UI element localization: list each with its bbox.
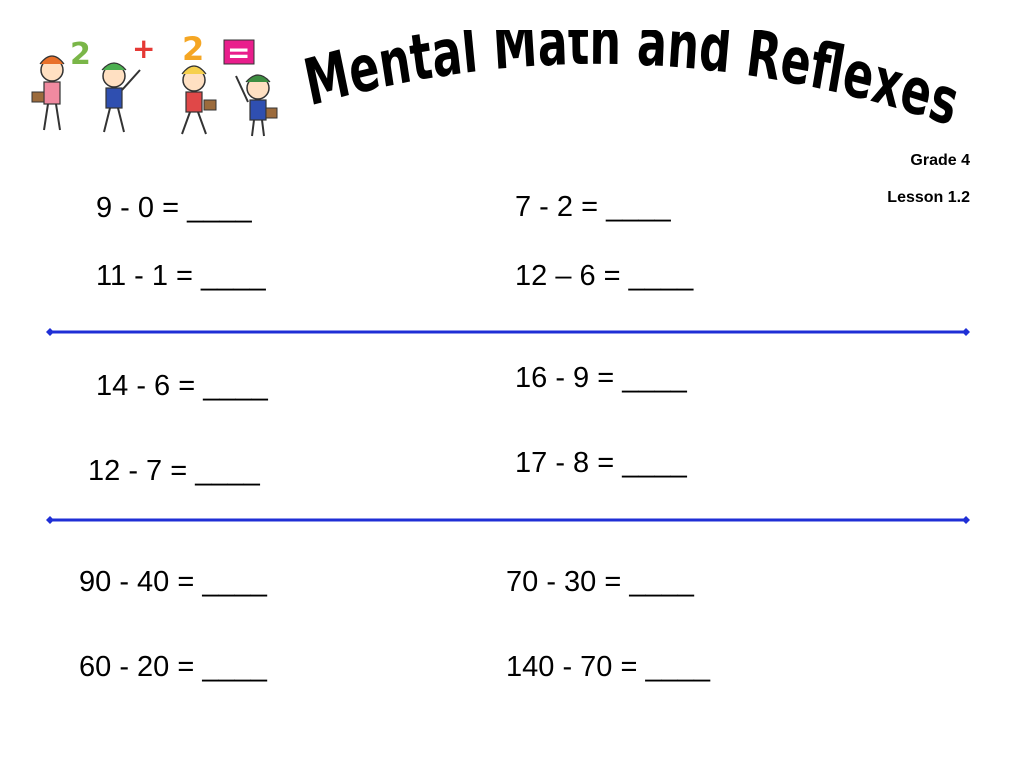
problem-10: 70 - 30 = ____ xyxy=(506,566,694,598)
problem-12: 140 - 70 = ____ xyxy=(506,651,710,683)
problem-8: 17 - 8 = ____ xyxy=(515,447,687,479)
svg-text:Mental Math and Reflexes xyxy=(300,30,973,140)
section-divider-1 xyxy=(46,327,970,337)
clipart-glyph-1: 2 xyxy=(70,37,91,72)
section-divider-2 xyxy=(46,515,970,525)
problem-9: 90 - 40 = ____ xyxy=(79,566,267,598)
problem-5: 14 - 6 = ____ xyxy=(96,370,268,402)
problem-7: 12 - 7 = ____ xyxy=(88,455,260,487)
problem-6: 16 - 9 = ____ xyxy=(515,362,687,394)
problem-11: 60 - 20 = ____ xyxy=(79,651,267,683)
grade-label: Grade 4 xyxy=(910,152,970,169)
lesson-label: Lesson 1.2 xyxy=(887,189,970,206)
problem-3: 11 - 1 = ____ xyxy=(96,260,266,292)
kid-figure-2 xyxy=(102,63,140,132)
problem-1: 9 - 0 = ____ xyxy=(96,192,252,224)
page-title xyxy=(300,30,980,140)
problem-2: 7 - 2 = ____ xyxy=(515,191,671,223)
clipart-glyph-4: = xyxy=(227,36,251,69)
kid-figure-4 xyxy=(236,75,277,136)
problem-4: 12 – 6 = ____ xyxy=(515,260,694,292)
kid-figure-3 xyxy=(182,66,216,134)
kids-math-clipart xyxy=(22,30,280,138)
title-text: Mental Math and Reflexes xyxy=(300,30,973,140)
clipart-glyph-2: + xyxy=(132,32,156,65)
clipart-glyph-3: 2 xyxy=(182,30,205,68)
kid-figure-1 xyxy=(32,56,64,130)
